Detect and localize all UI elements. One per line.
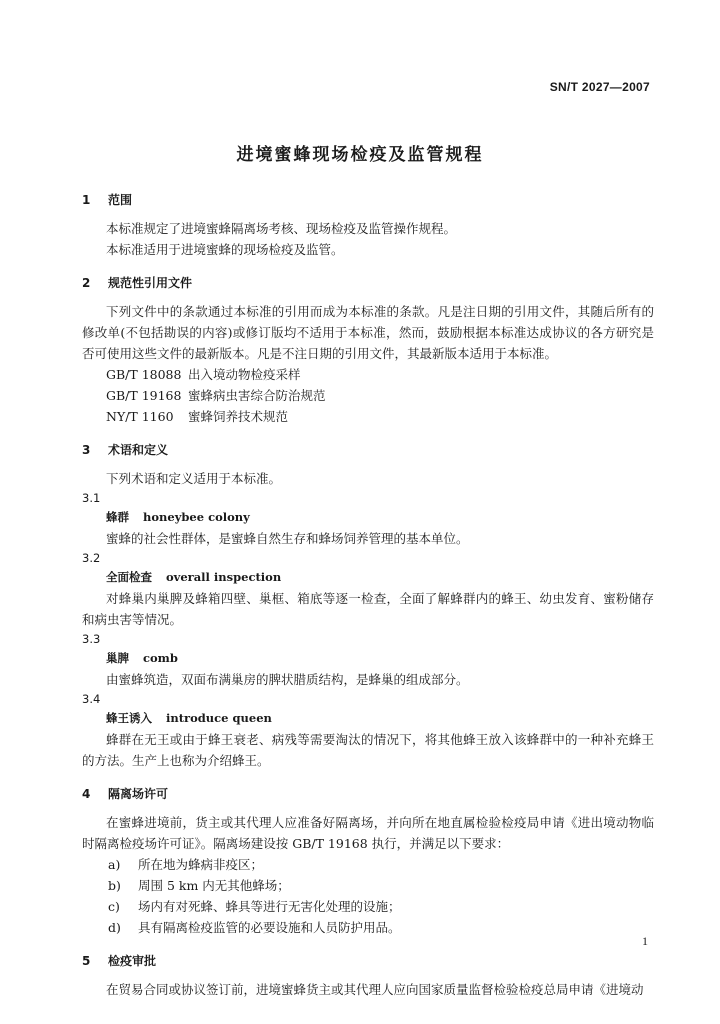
term-zh: 全面检查 <box>106 570 152 584</box>
term-en: introduce queen <box>166 711 272 725</box>
section-heading-normative-references <box>82 273 654 293</box>
section-title: 规范性引用文件 <box>108 276 193 290</box>
paragraph: 在贸易合同或协议签订前，进境蜜蜂货主或其代理人应向国家质量监督检验检疫总局申请《进境动 <box>106 982 644 997</box>
term-zh: 巢脾 <box>106 651 129 665</box>
section-title: 术语和定义 <box>108 443 169 457</box>
document-body <box>82 190 654 1000</box>
section-heading-scope <box>82 190 654 210</box>
list-item <box>82 917 654 938</box>
term-zh: 蜂群 <box>106 510 129 524</box>
list-text: 场内有对死蜂、蜂具等进行无害化处理的设施； <box>138 899 401 914</box>
term-en: overall inspection <box>166 570 282 584</box>
term-heading <box>82 507 654 528</box>
reference-item <box>82 364 654 385</box>
term-heading <box>82 648 654 669</box>
paragraph: 本标准规定了进境蜜蜂隔离场考核、现场检疫及监管操作规程。 <box>106 221 457 236</box>
list-marker: c) <box>108 899 120 914</box>
reference-item <box>82 385 654 406</box>
reference-item <box>82 406 654 427</box>
term-number: 3.2 <box>82 551 101 565</box>
reference-code: GB/T 19168 <box>106 388 182 403</box>
term-number: 3.3 <box>82 632 101 646</box>
term-zh: 蜂王诱入 <box>106 711 152 725</box>
reference-code: NY/T 1160 <box>106 409 174 424</box>
term-definition: 蜜蜂的社会性群体，是蜜蜂自然生存和蜂场饲养管理的基本单位。 <box>106 531 469 546</box>
page-title: 进境蜜蜂现场检疫及监管规程 <box>236 145 484 165</box>
term-definition: 对蜂巢内巢脾及蜂箱四壁、巢框、箱底等逐一检查，全面了解蜂群内的蜂王、幼虫发育、蜜粉储存和病虫害等情况。 <box>82 591 654 627</box>
section-title: 隔离场许可 <box>108 787 169 801</box>
section-heading-quarantine-approval <box>82 951 654 971</box>
section-heading-terms <box>82 440 654 460</box>
section-number: 2 <box>82 276 91 290</box>
term-definition: 蜂群在无王或由于蜂王衰老、病残等需要淘汰的情况下，将其他蜂王放入该蜂群中的一种补充蜂王的方法。生产上也称为介绍蜂王。 <box>82 732 654 768</box>
term-definition: 由蜜蜂筑造，双面布满巢房的脾状腊质结构，是蜂巢的组成部分。 <box>106 672 469 687</box>
section-number: 4 <box>82 787 91 801</box>
section-title: 检疫审批 <box>108 954 157 968</box>
list-item <box>82 875 654 896</box>
list-marker: d) <box>108 920 121 935</box>
reference-name: 蜜蜂病虫害综合防治规范 <box>187 388 326 403</box>
list-item <box>82 854 654 875</box>
section-number: 5 <box>82 954 91 968</box>
section-heading-isolation-permit <box>82 784 654 804</box>
term-en: comb <box>143 651 178 665</box>
term-heading <box>82 567 654 588</box>
term-en: honeybee colony <box>143 510 250 524</box>
section-number: 1 <box>82 193 91 207</box>
paragraph: 本标准适用于进境蜜蜂的现场检疫及监管。 <box>106 242 344 257</box>
section-title: 范围 <box>108 193 133 207</box>
reference-name: 蜜蜂饲养技术规范 <box>187 409 288 424</box>
term-number: 3.1 <box>82 491 101 505</box>
list-text: 周围 5 km 内无其他蜂场； <box>138 878 290 893</box>
section-number: 3 <box>82 443 91 457</box>
term-number: 3.4 <box>82 692 101 706</box>
reference-name: 出入境动物检疫采样 <box>187 367 301 382</box>
list-marker: a) <box>108 857 121 872</box>
list-text: 所在地为蜂病非疫区； <box>138 857 264 872</box>
paragraph: 下列术语和定义适用于本标准。 <box>106 471 282 486</box>
list-text: 具有隔离检疫监管的必要设施和人员防护用品。 <box>138 920 401 935</box>
list-marker: b) <box>108 878 121 893</box>
reference-code: GB/T 18088 <box>106 367 182 382</box>
term-heading <box>82 708 654 729</box>
paragraph: 下列文件中的条款通过本标准的引用而成为本标准的条款。凡是注日期的引用文件，其随后所有的修改单(不包括勘误的内容)或修订版均不适用于本标准，然而，鼓励根据本标准达成协议的各方研究是否可使用这些文件的最新版本。凡是不注日期的引用文件，其最新版本适用于本标准。 <box>82 304 654 361</box>
paragraph: 在蜜蜂进境前，货主或其代理人应准备好隔离场，并向所在地直属检验检疫局申请《进出境动物临时隔离检疫场许可证》。隔离场建设按 GB/T 19168 执行，并满足以下要求： <box>82 815 654 851</box>
standard-number: SN/T 2027—2007 <box>549 80 650 94</box>
list-item <box>82 896 654 917</box>
page-number: 1 <box>642 934 648 948</box>
